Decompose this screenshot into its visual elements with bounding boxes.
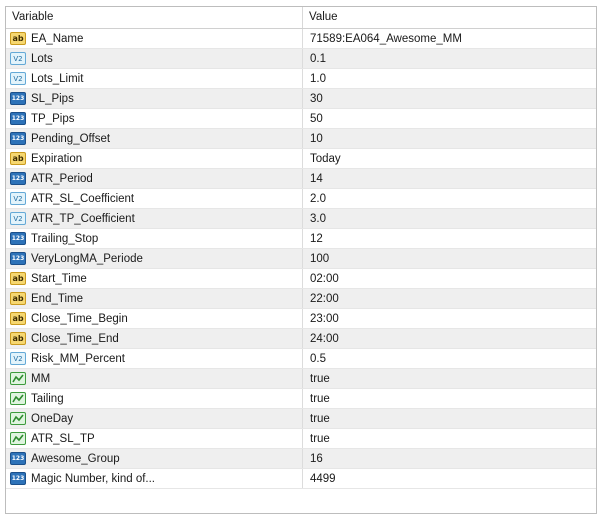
variable-name: EA_Name: [31, 32, 84, 45]
value-cell[interactable]: 24:00: [310, 332, 339, 345]
integer-type-icon: 123: [10, 232, 26, 245]
integer-type-icon: 123: [10, 172, 26, 185]
table-row[interactable]: [6, 49, 596, 69]
integer-type-icon: 123: [10, 252, 26, 265]
value-cell[interactable]: 50: [310, 112, 323, 125]
variable-cell[interactable]: [6, 29, 303, 48]
table-row[interactable]: [6, 349, 596, 369]
table-row[interactable]: [6, 149, 596, 169]
variable-cell[interactable]: [6, 289, 303, 308]
variable-name: ATR_TP_Coefficient: [31, 212, 135, 225]
variable-cell[interactable]: [6, 149, 303, 168]
variable-cell[interactable]: [6, 449, 303, 468]
double-type-icon: V2: [10, 212, 26, 225]
variable-name: OneDay: [31, 412, 74, 425]
variable-name: TP_Pips: [31, 112, 75, 125]
table-row[interactable]: [6, 169, 596, 189]
value-cell[interactable]: 2.0: [310, 192, 326, 205]
variable-name: Expiration: [31, 152, 83, 165]
variable-cell[interactable]: [6, 329, 303, 348]
value-cell[interactable]: 23:00: [310, 312, 339, 325]
integer-type-icon: 123: [10, 112, 26, 125]
table-row[interactable]: [6, 469, 596, 489]
table-row[interactable]: [6, 289, 596, 309]
double-type-icon: V2: [10, 352, 26, 365]
variable-name: Awesome_Group: [31, 452, 120, 465]
variable-cell[interactable]: [6, 109, 303, 128]
double-type-icon: V2: [10, 192, 26, 205]
table-row[interactable]: [6, 69, 596, 89]
variable-cell[interactable]: [6, 369, 303, 388]
variable-cell[interactable]: [6, 269, 303, 288]
table-row[interactable]: [6, 209, 596, 229]
table-row[interactable]: [6, 189, 596, 209]
column-header-value[interactable]: Value: [309, 11, 338, 23]
variable-cell[interactable]: [6, 429, 303, 448]
variable-name: Start_Time: [31, 272, 87, 285]
value-cell[interactable]: 3.0: [310, 212, 326, 225]
string-type-icon: ab: [10, 292, 26, 305]
value-cell[interactable]: 10: [310, 132, 323, 145]
value-cell[interactable]: true: [310, 392, 330, 405]
value-cell[interactable]: 1.0: [310, 72, 326, 85]
variable-cell[interactable]: [6, 49, 303, 68]
variable-cell[interactable]: [6, 89, 303, 108]
value-cell[interactable]: true: [310, 432, 330, 445]
integer-type-icon: 123: [10, 132, 26, 145]
boolean-type-icon: [10, 392, 26, 405]
variable-name: MM: [31, 372, 51, 385]
variable-cell[interactable]: [6, 469, 303, 488]
integer-type-icon: 123: [10, 472, 26, 485]
string-type-icon: ab: [10, 332, 26, 345]
variable-cell[interactable]: [6, 409, 303, 428]
variable-name: Close_Time_End: [31, 332, 119, 345]
value-cell[interactable]: 100: [310, 252, 330, 265]
column-header-variable[interactable]: Variable: [6, 7, 303, 28]
boolean-type-icon: [10, 432, 26, 445]
variable-name: Lots: [31, 52, 53, 65]
table-row[interactable]: [6, 449, 596, 469]
variable-cell[interactable]: [6, 209, 303, 228]
table-row[interactable]: [6, 89, 596, 109]
integer-type-icon: 123: [10, 452, 26, 465]
variable-name: ATR_Period: [31, 172, 93, 185]
variable-name: Magic Number, kind of...: [31, 472, 155, 485]
value-cell[interactable]: 22:00: [310, 292, 339, 305]
table-body: [6, 29, 596, 489]
table-row[interactable]: [6, 429, 596, 449]
value-cell[interactable]: 71589:EA064_Awesome_MM: [310, 32, 462, 45]
value-cell[interactable]: 02:00: [310, 272, 339, 285]
value-cell[interactable]: 30: [310, 92, 323, 105]
table-row[interactable]: [6, 269, 596, 289]
value-cell[interactable]: 4499: [310, 472, 336, 485]
variable-name: Trailing_Stop: [31, 232, 99, 245]
variable-name: Close_Time_Begin: [31, 312, 128, 325]
string-type-icon: ab: [10, 32, 26, 45]
inputs-table: [5, 6, 597, 514]
variable-name: Pending_Offset: [31, 132, 111, 145]
table-row[interactable]: [6, 369, 596, 389]
variable-name: VeryLongMA_Periode: [31, 252, 143, 265]
value-cell[interactable]: 0.5: [310, 352, 326, 365]
variable-name: End_Time: [31, 292, 83, 305]
table-row[interactable]: [6, 109, 596, 129]
value-cell[interactable]: Today: [310, 152, 341, 165]
variable-name: Risk_MM_Percent: [31, 352, 125, 365]
variable-cell[interactable]: [6, 249, 303, 268]
variable-name: SL_Pips: [31, 92, 74, 105]
value-cell[interactable]: 16: [310, 452, 323, 465]
variable-cell[interactable]: [6, 349, 303, 368]
variable-cell[interactable]: [6, 229, 303, 248]
value-cell[interactable]: 14: [310, 172, 323, 185]
string-type-icon: ab: [10, 312, 26, 325]
string-type-icon: ab: [10, 152, 26, 165]
table-row[interactable]: [6, 329, 596, 349]
integer-type-icon: 123: [10, 92, 26, 105]
value-cell[interactable]: 0.1: [310, 52, 326, 65]
table-header: [6, 7, 596, 29]
table-row[interactable]: [6, 249, 596, 269]
variable-cell[interactable]: [6, 309, 303, 328]
variable-cell[interactable]: [6, 129, 303, 148]
double-type-icon: V2: [10, 52, 26, 65]
table-row[interactable]: [6, 309, 596, 329]
variable-cell[interactable]: [6, 169, 303, 188]
variable-name: ATR_SL_TP: [31, 432, 95, 445]
variable-cell[interactable]: [6, 389, 303, 408]
boolean-type-icon: [10, 372, 26, 385]
variable-cell[interactable]: [6, 189, 303, 208]
string-type-icon: ab: [10, 272, 26, 285]
boolean-type-icon: [10, 412, 26, 425]
table-row[interactable]: [6, 129, 596, 149]
table-row[interactable]: [6, 389, 596, 409]
variable-cell[interactable]: [6, 69, 303, 88]
value-cell[interactable]: 12: [310, 232, 323, 245]
table-row[interactable]: [6, 409, 596, 429]
value-cell[interactable]: true: [310, 412, 330, 425]
variable-name: ATR_SL_Coefficient: [31, 192, 135, 205]
variable-name: Lots_Limit: [31, 72, 84, 85]
value-cell[interactable]: true: [310, 372, 330, 385]
double-type-icon: V2: [10, 72, 26, 85]
table-row[interactable]: [6, 29, 596, 49]
variable-name: Tailing: [31, 392, 64, 405]
table-row[interactable]: [6, 229, 596, 249]
